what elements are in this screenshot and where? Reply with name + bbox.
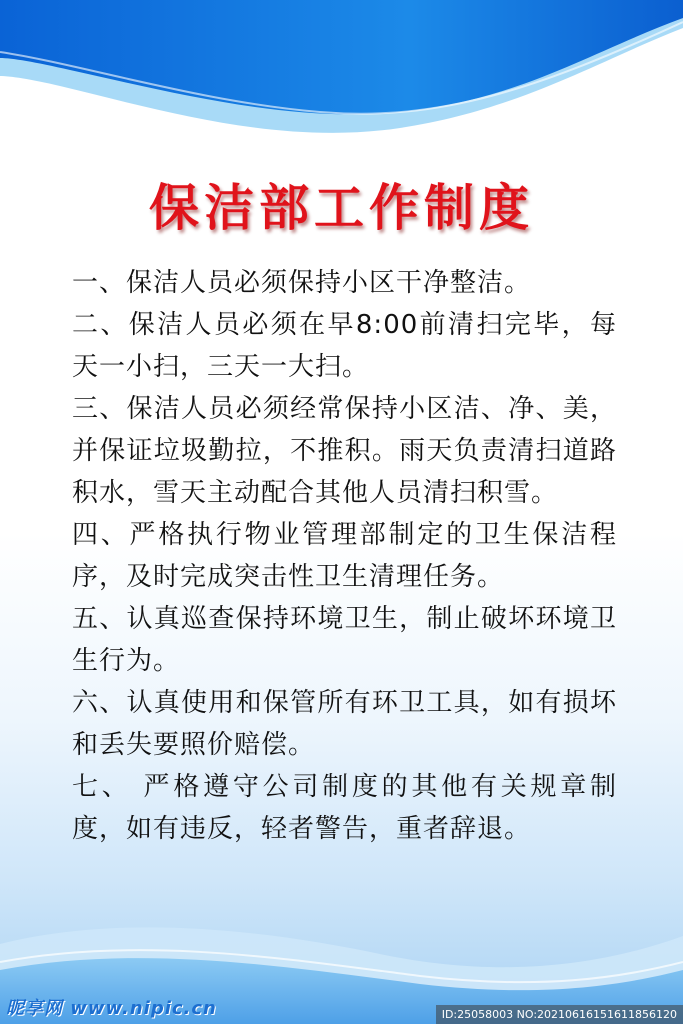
top-wave-decoration	[0, 0, 683, 150]
site-logo: 昵享网 www.nipic.cn	[6, 998, 217, 1019]
watermark-bar	[0, 992, 683, 1024]
rule-item: 七、 严格遵守公司制度的其他有关规章制度，如有违反，轻者警告，重者辞退。	[72, 772, 617, 844]
rules-list	[72, 262, 617, 850]
image-id-label: ID:25058003 NO:20210616151611856120	[436, 1005, 683, 1024]
rule-item: 六、认真使用和保管所有环卫工具，如有损坏和丢失要照价赔偿。	[72, 688, 617, 760]
rule-item: 五、认真巡查保持环境卫生，制止破坏环境卫生行为。	[72, 604, 617, 676]
rule-item: 二、保洁人员必须在早8:00前清扫完毕，每天一小扫，三天一大扫。	[72, 310, 617, 382]
page-title: 保洁部工作制度	[149, 178, 534, 237]
rule-item: 三、保洁人员必须经常保持小区洁、净、美，并保证垃圾勤拉，不推积。雨天负责清扫道路积水，雪天主动配合其他人员清扫积雪。	[72, 394, 617, 508]
rule-item: 一、保洁人员必须保持小区干净整洁。	[72, 268, 532, 298]
rule-item: 四、严格执行物业管理部制定的卫生保洁程序，及时完成突击性卫生清理任务。	[72, 520, 617, 592]
